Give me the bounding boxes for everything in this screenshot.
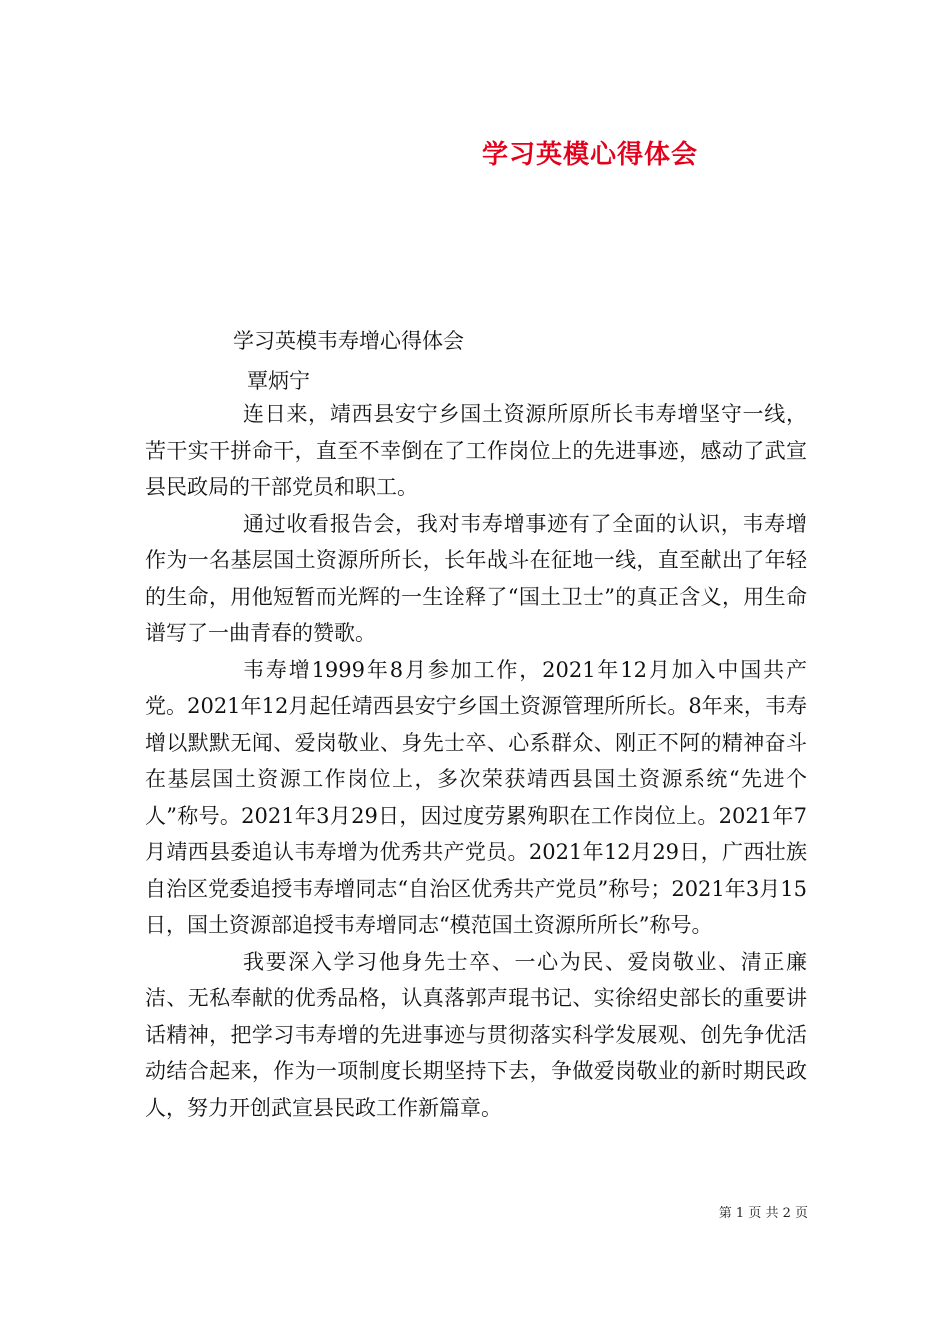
author-name: 覃炳宁	[247, 369, 310, 393]
paragraph: 我要深入学习他身先士卒、一心为民、爱岗敬业、清正廉洁、无私奉献的优秀品格，认真落郭声琨书记、实徐绍史部长的重要讲话精神，把学习韦寿增的先进事迹与贯彻落实科学发展观、创先争优活动结合起来，作为一项制度长期坚持下去，争做爱岗敬业的新时期民政人，努力开创武宣县民政工作新篇章。	[145, 949, 807, 1120]
paragraph: 连日来，靖西县安宁乡国土资源所原所长韦寿增坚守一线，苦干实干拼命干，直至不幸倒在了工作岗位上的先进事迹，感动了武宣县民政局的干部党员和职工。	[145, 402, 807, 499]
paragraph: 通过收看报告会，我对韦寿增事迹有了全面的认识，韦寿增作为一名基层国土资源所所长，长年战斗在征地一线，直至献出了年轻的生命，用他短暂而光辉的一生诠释了“国土卫士”的真正含义，用生命谱写了一曲青春的赞歌。	[145, 511, 807, 645]
paragraph: 韦寿增1999年8月参加工作，2021年12月加入中国共产党。2021年12月起任靖西县安宁乡国土资源管理所所长。8年来，韦寿增以默默无闻、爱岗敬业、身先士卒、心系群众、刚正不阿的精神奋斗在基层国土资源工作岗位上，多次荣获靖西县国土资源系统“先进个人”称号。2021年3月29日，因过度劳累殉职在工作岗位上。2021年7月靖西县委追认韦寿增为优秀共产党员。2021年12月29日，广西壮族自治区党委追授韦寿增同志“自治区优秀共产党员”称号；2021年3月15日，国土资源部追授韦寿增同志“模范国土资源所所长”称号。	[145, 657, 807, 937]
document-title: 学习英模心得体会	[481, 140, 698, 170]
page-number-footer: 第 1 页 共 2 页	[718, 1206, 808, 1221]
article-subtitle: 学习英模韦寿增心得体会	[233, 329, 464, 353]
article-body	[145, 396, 807, 1126]
